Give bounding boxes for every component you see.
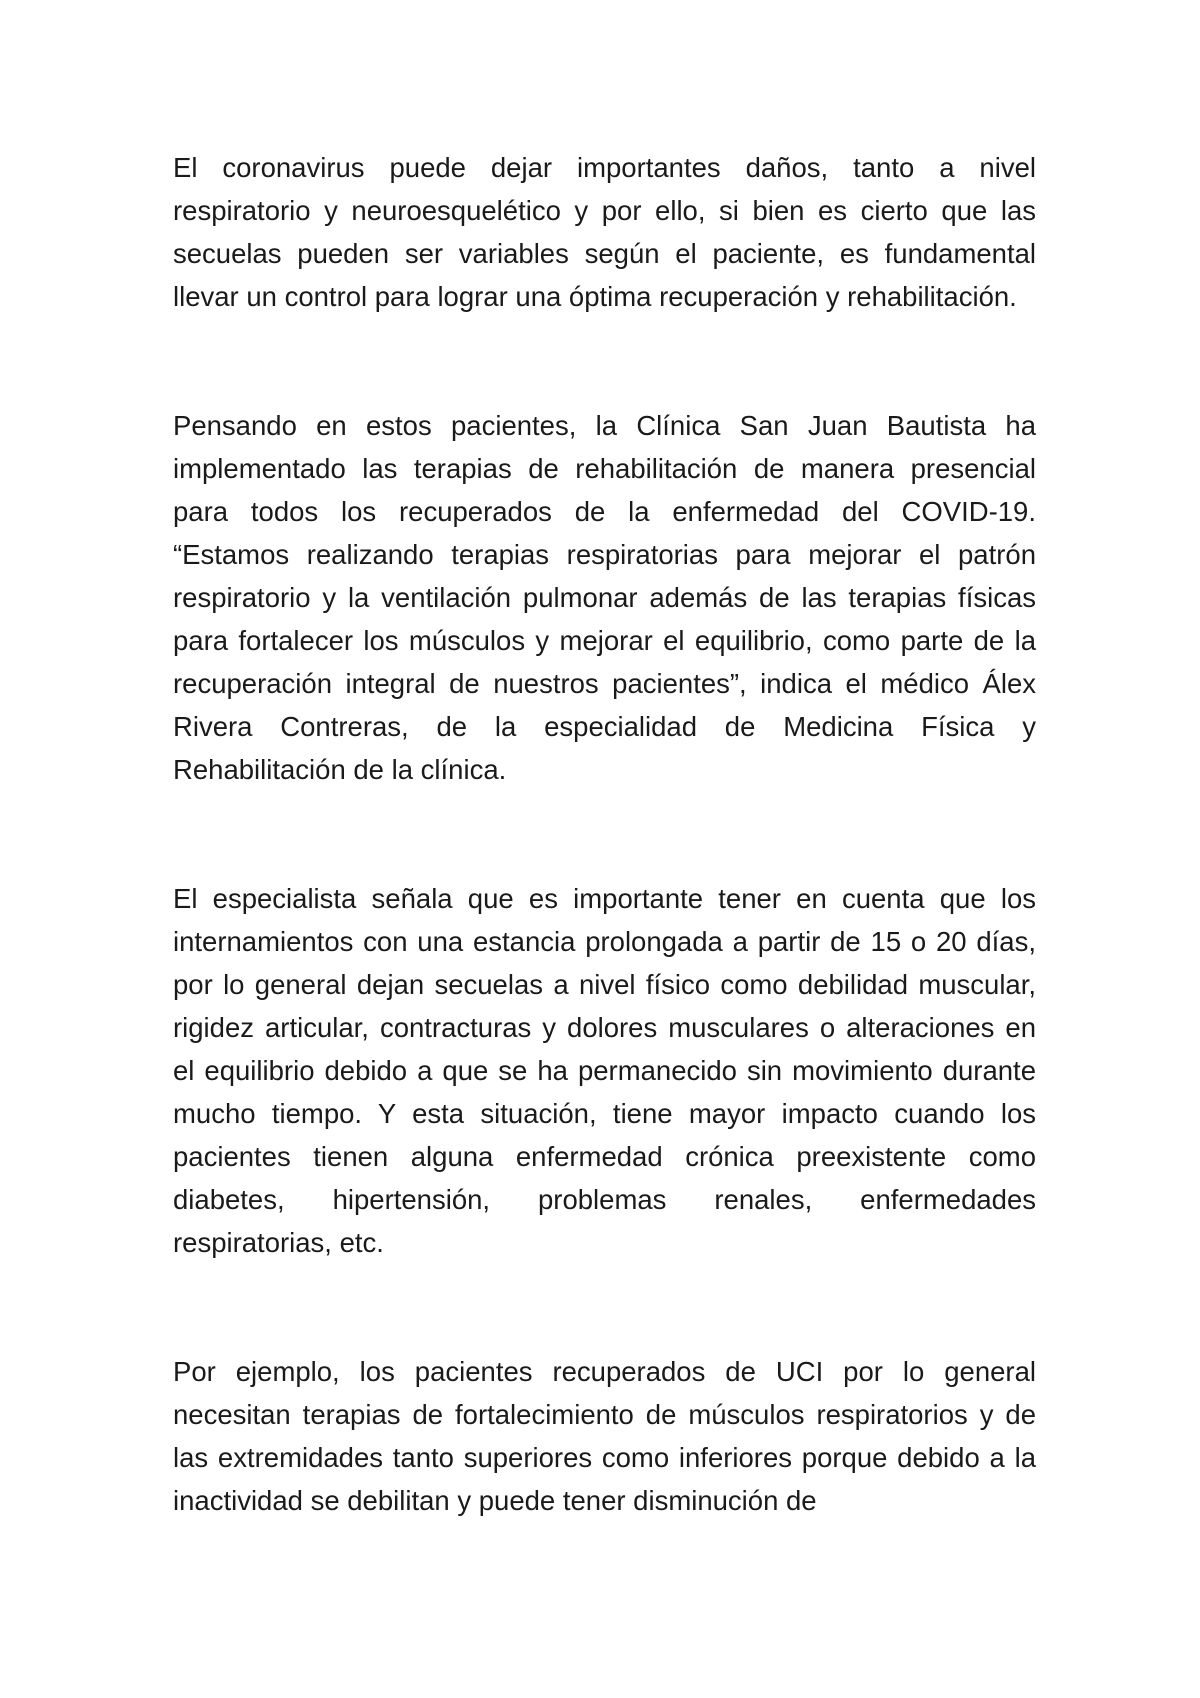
- paragraph-1: El coronavirus puede dejar importantes daños, tanto a nivel respiratorio y neuroesquelético y por ello, si bien es cierto que las secuelas pueden ser variables según el paciente, es fundamental llevar un control para lograr una óptima recuperación y rehabilitación.: [173, 152, 1036, 312]
- paragraph-3: El especialista señala que es importante tener en cuenta que los internamientos con una estancia prolongada a partir de 15 o 20 días, por lo general dejan secuelas a nivel físico como debilidad muscular, rigidez articular, contracturas y dolores musculares o alteraciones en el equilibrio debido a que se ha permanecido sin movimiento durante mucho tiempo. Y esta situación, tiene mayor impacto cuando los pacientes tienen alguna enfermedad crónica preexistente como diabetes, hipertensión, problemas renales, enfermedades respiratorias, etc.: [173, 883, 1036, 1258]
- paragraph-2: Pensando en estos pacientes, la Clínica San Juan Bautista ha implementado las terapias de rehabilitación de manera presencial para todos los recuperados de la enfermedad del COVID-19. “Estamos realizando terapias respiratorias para mejorar el patrón respiratorio y la ventilación pulmonar además de las terapias físicas para fortalecer los músculos y mejorar el equilibrio, como parte de la recuperación integral de nuestros pacientes”, indica el médico Álex Rivera Contreras, de la especialidad de Medicina Física y Rehabilitación de la clínica.: [173, 410, 1036, 785]
- document-body: [173, 146, 1036, 1522]
- paragraph-4: Por ejemplo, los pacientes recuperados de UCI por lo general necesitan terapias de fortalecimiento de músculos respiratorios y de las extremidades tanto superiores como inferiores porque debido a la inactividad se debilitan y puede tener disminución de: [173, 1356, 1036, 1516]
